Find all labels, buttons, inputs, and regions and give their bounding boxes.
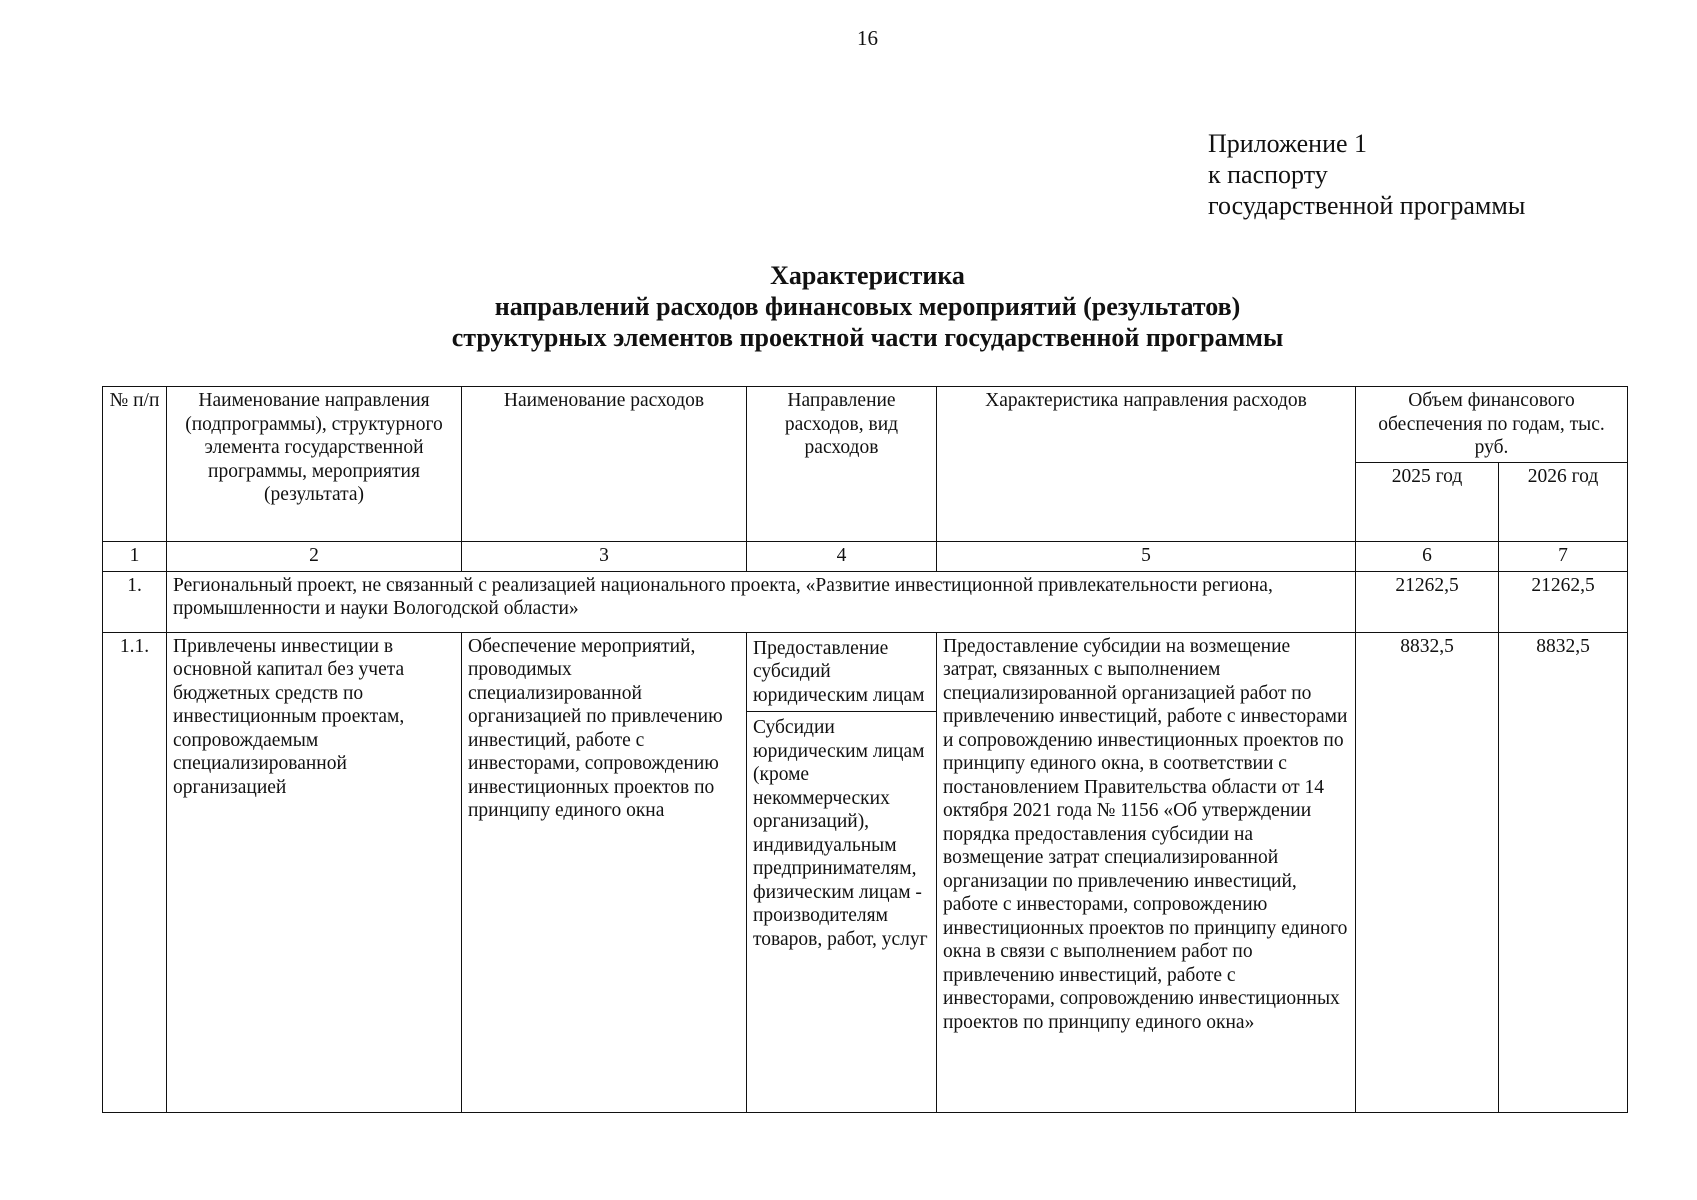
row-value-2025: 21262,5	[1356, 571, 1499, 632]
row-num: 1.1.	[103, 632, 167, 1112]
row-direction-cell	[747, 632, 937, 1112]
expense-table	[102, 386, 1628, 1113]
row-expense: Обеспечение мероприятий, проводимых специализированной организацией по привлечению инвестиций, работе с инвесторами, сопровождению инвестиционных проектов по принципу единого окна	[462, 632, 747, 1112]
header-expense-name: Наименование расходов	[462, 387, 747, 542]
header-funding: Объем финансового обеспечения по годам, тыс. руб.	[1356, 387, 1628, 463]
title-line: структурных элементов проектной части государственной программы	[451, 323, 1284, 352]
row-num: 1.	[103, 571, 167, 632]
document-title	[0, 260, 1697, 353]
row-name: Региональный проект, не связанный с реализацией национального проекта, «Развитие инвестиционной привлекательности региона, промышленности и науки Вологодской области»	[167, 571, 1356, 632]
header-expense-direction: Направление расходов, вид расходов	[747, 387, 937, 542]
row-characteristic: Предоставление субсидии на возмещение затрат, связанных с выполнением специализированной организацией работ по привлечению инвестиций, работе с инвесторами и сопровождению инвестиционных проектов по принципу единого окна, в соответствии с постановлением Правительства области от 14 октября 2021 года № 1156 «Об утверждении порядка предоставления субсидии на возмещение затрат специализированной организации по привлечению инвестиций, работе с инвесторами, сопровождению инвестиционных проектов по принципу единого окна в связи с выполнением работ по привлечению инвестиций, работе с инвесторами, сопровождению инвестиционных проектов по принципу единого окна»	[937, 632, 1356, 1112]
header-num: № п/п	[103, 387, 167, 542]
row-direction: Предоставление субсидий юридическим лицам	[747, 633, 936, 713]
column-number: 6	[1356, 541, 1499, 571]
title-line: Характеристика	[770, 261, 965, 290]
appendix-line: к паспорту	[1208, 160, 1328, 189]
column-number: 5	[937, 541, 1356, 571]
table-row	[103, 571, 1628, 632]
header-year-2026: 2026 год	[1499, 462, 1628, 541]
column-number-row	[103, 541, 1628, 571]
appendix-line: Приложение 1	[1208, 129, 1368, 158]
appendix-line: государственной программы	[1208, 191, 1526, 220]
page-number: 16	[857, 26, 878, 50]
row-value-2026: 8832,5	[1499, 632, 1628, 1112]
header-year-2025: 2025 год	[1356, 462, 1499, 541]
row-value-2025: 8832,5	[1356, 632, 1499, 1112]
column-number: 4	[747, 541, 937, 571]
header-characteristic: Характеристика направления расходов	[937, 387, 1356, 542]
column-number: 2	[167, 541, 462, 571]
column-number: 1	[103, 541, 167, 571]
column-number: 7	[1499, 541, 1628, 571]
column-number: 3	[462, 541, 747, 571]
table-row	[103, 632, 1628, 1112]
row-expense-kind: Субсидии юридическим лицам (кроме некоммерческих организаций), индивидуальным предпринимателям, физическим лицам - производителям товаров, работ, услуг	[753, 717, 928, 950]
row-value-2026: 21262,5	[1499, 571, 1628, 632]
title-line: направлений расходов финансовых мероприятий (результатов)	[494, 292, 1241, 321]
header-direction-name: Наименование направления (подпрограммы), структурного элемента государственной программы, мероприятия (результата)	[167, 387, 462, 542]
appendix-note	[1208, 128, 1525, 221]
row-name: Привлечены инвестиции в основной капитал без учета бюджетных средств по инвестиционным проектам, сопровождаемым специализированной организацией	[167, 632, 462, 1112]
